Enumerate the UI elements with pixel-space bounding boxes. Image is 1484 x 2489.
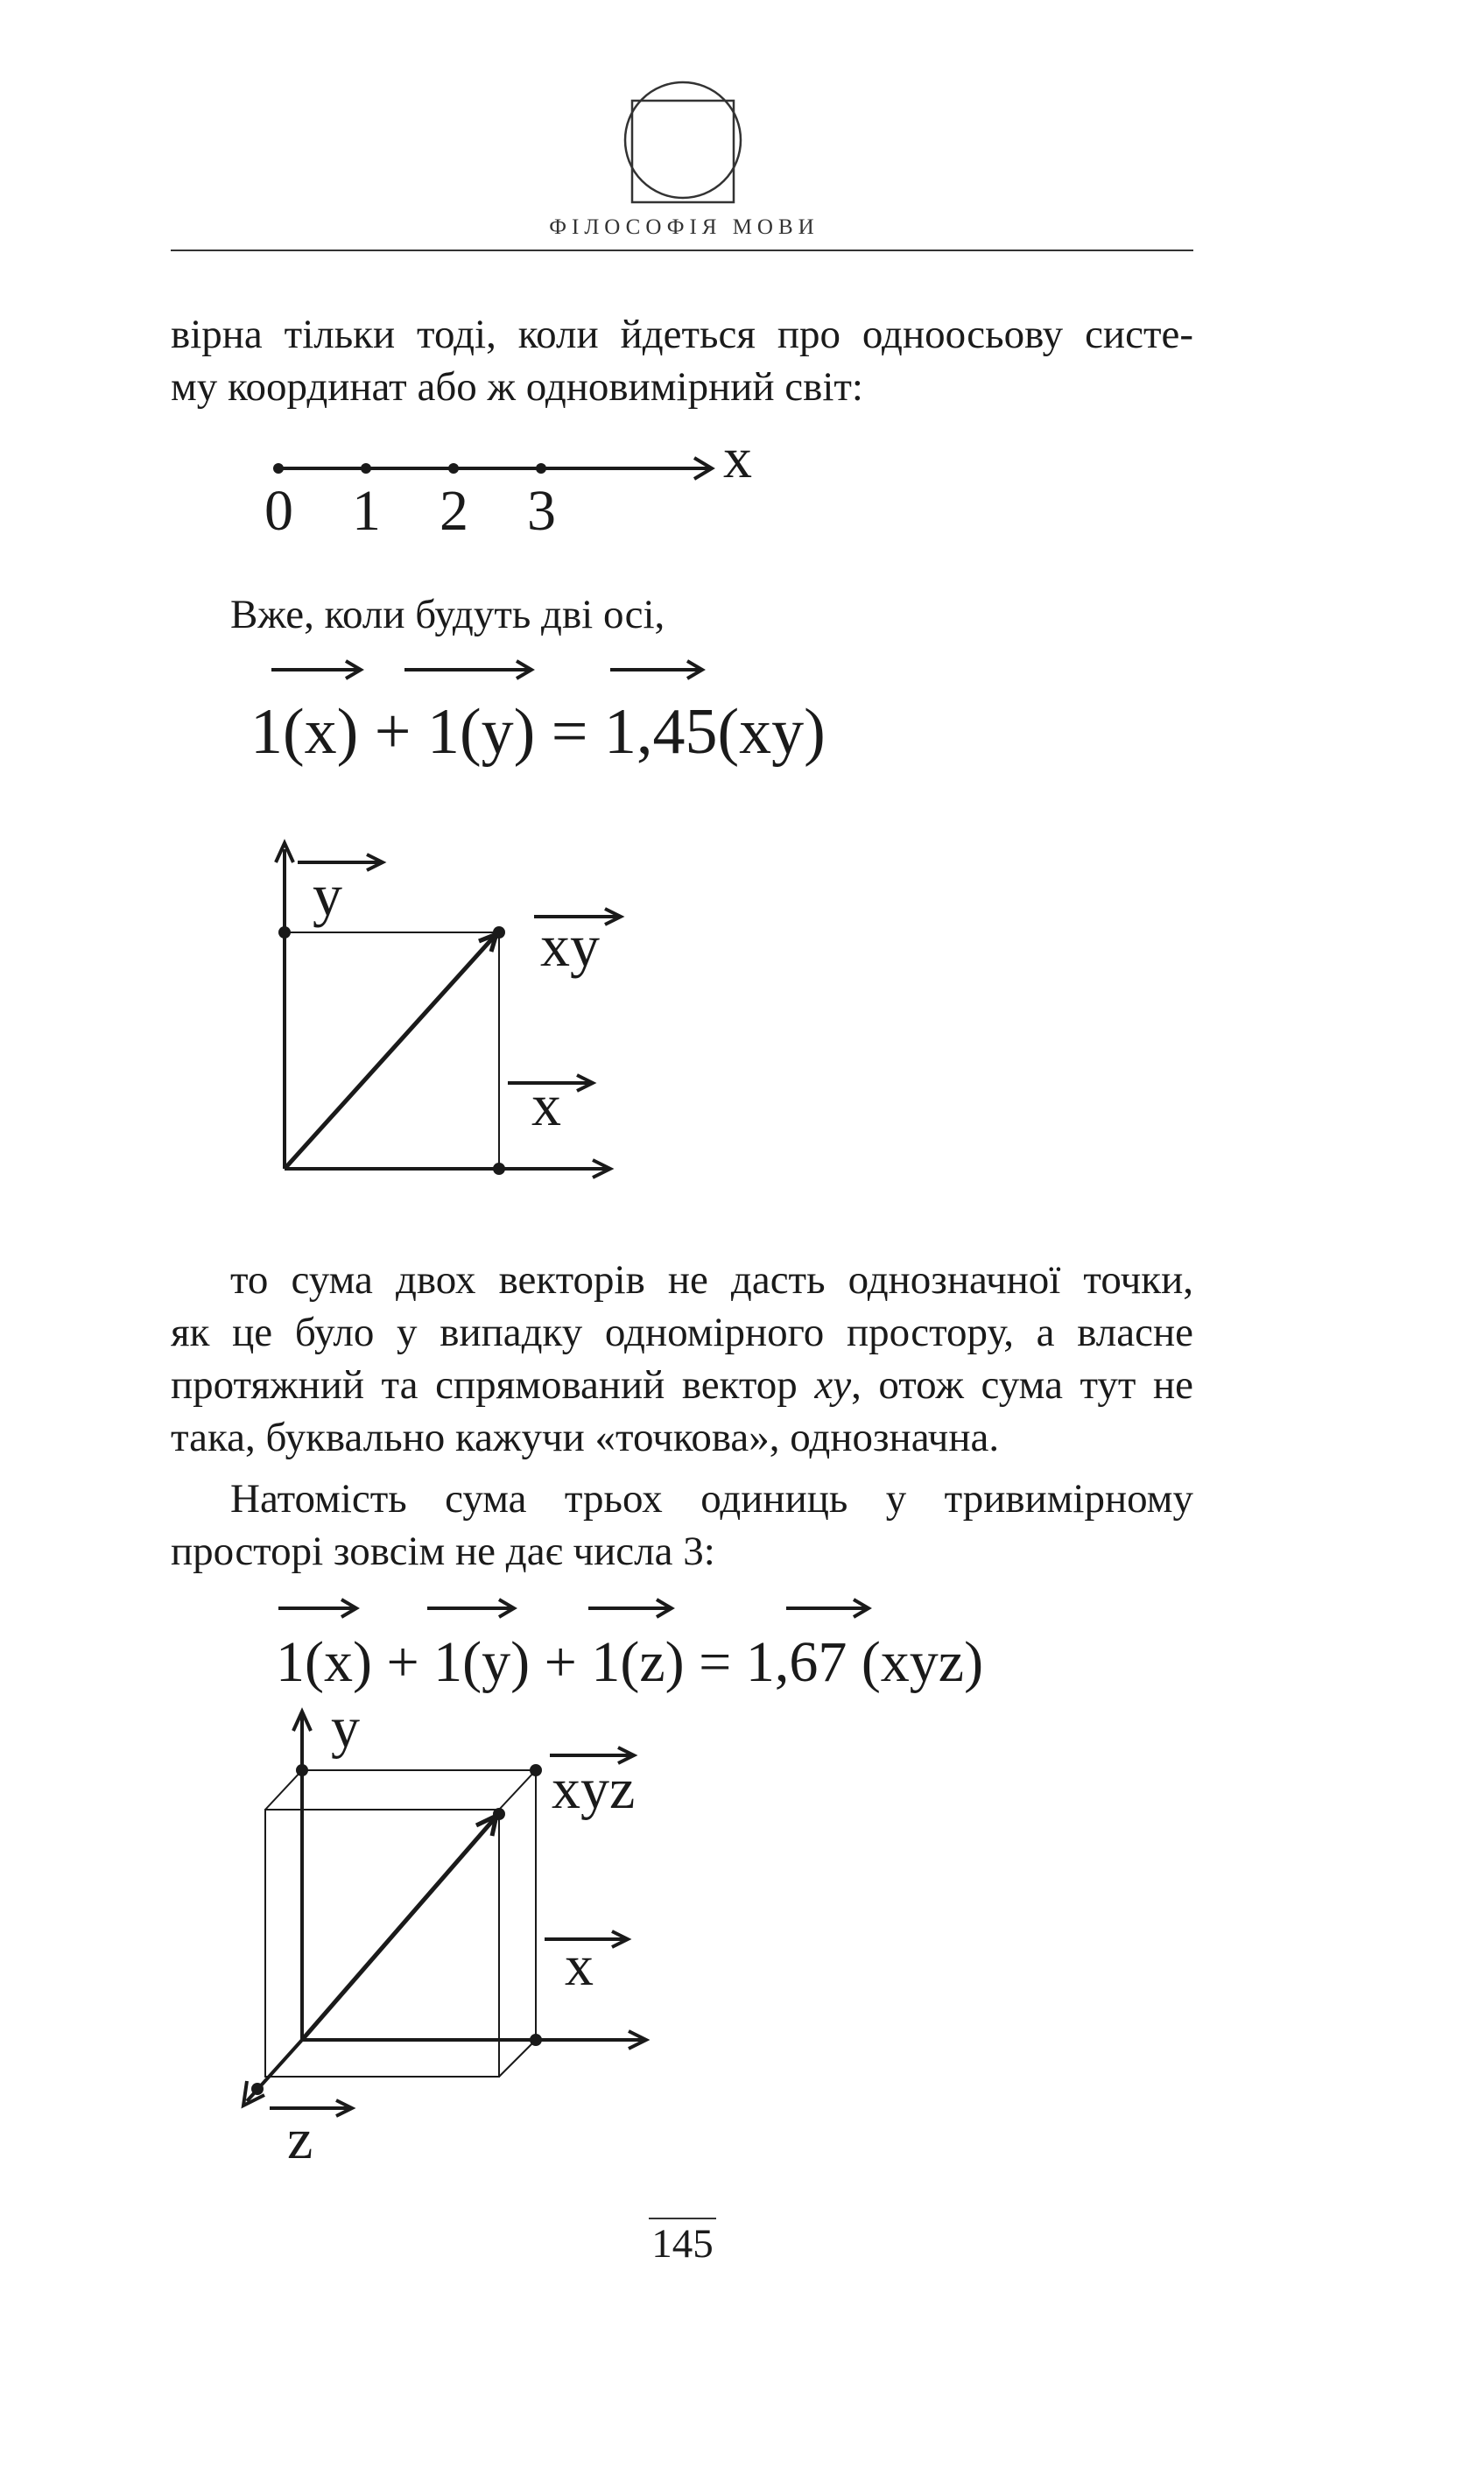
label-xy: xy <box>540 912 600 979</box>
header-rule <box>171 250 1193 251</box>
tick-label: 3 <box>527 479 556 543</box>
header-emblem <box>613 70 753 210</box>
tick-point <box>536 463 546 474</box>
tick-label: 2 <box>440 479 468 543</box>
paragraph-1-line-1: вірна тільки тоді, коли йдеться про одноосьову систе- <box>171 312 1193 357</box>
paragraph-3-line-2: як це було у випадку одномірного простору, а власне <box>171 1310 1193 1355</box>
running-header: ФІЛОСОФІЯ МОВИ <box>549 215 819 239</box>
label-y: y <box>331 1703 360 1760</box>
paragraph-3-line-1: то сума двох векторів не дасть однозначної точки, <box>230 1257 1193 1303</box>
paragraph-4 <box>171 1473 1193 1578</box>
label-x: x <box>565 1934 594 1998</box>
tick-point <box>273 463 284 474</box>
tick-point <box>448 463 459 474</box>
tick-label: 1 <box>352 479 381 543</box>
number-line-diagram <box>254 433 779 547</box>
paragraph-1 <box>171 308 1193 413</box>
paragraph-3-line-4: така, буквально кажучи «точкова», однозначна. <box>171 1415 1000 1460</box>
label-xyz: xyz <box>552 1757 636 1821</box>
paragraph-3 <box>171 1254 1193 1464</box>
paragraph-2: Вже, коли будуть дві осі, <box>230 592 665 637</box>
paragraph-4-line-2: просторі зовсім не дає числа 3: <box>171 1529 715 1574</box>
tick-label: 0 <box>264 479 293 543</box>
vector-diagram-3d <box>228 1703 665 2167</box>
label-z: z <box>287 2107 313 2167</box>
page-number: 145 <box>649 2218 716 2268</box>
formula-2d-text: 1(x) + 1(y) = 1,45(xy) <box>250 696 826 768</box>
inline-term-xy: xy <box>814 1362 852 1408</box>
label-x: x <box>531 1072 561 1138</box>
paragraph-3-line-3: протяжний та спрямований вектор xy, отож сума тут не <box>171 1362 1193 1408</box>
formula-2d <box>245 643 858 779</box>
tick-point <box>361 463 371 474</box>
paragraph-1-line-2: му координат або ж одновимірний світ: <box>171 364 863 410</box>
label-y: y <box>313 861 342 928</box>
vector-diagram-2d <box>258 827 644 1186</box>
paragraph-4-line-1: Натомість сума трьох одиниць у тривимірному <box>230 1476 1193 1522</box>
formula-3d-text: 1(x) + 1(y) + 1(z) = 1,67 (xyz) <box>276 1630 984 1694</box>
formula-3d <box>263 1589 998 1703</box>
axis-label: x <box>723 433 752 490</box>
